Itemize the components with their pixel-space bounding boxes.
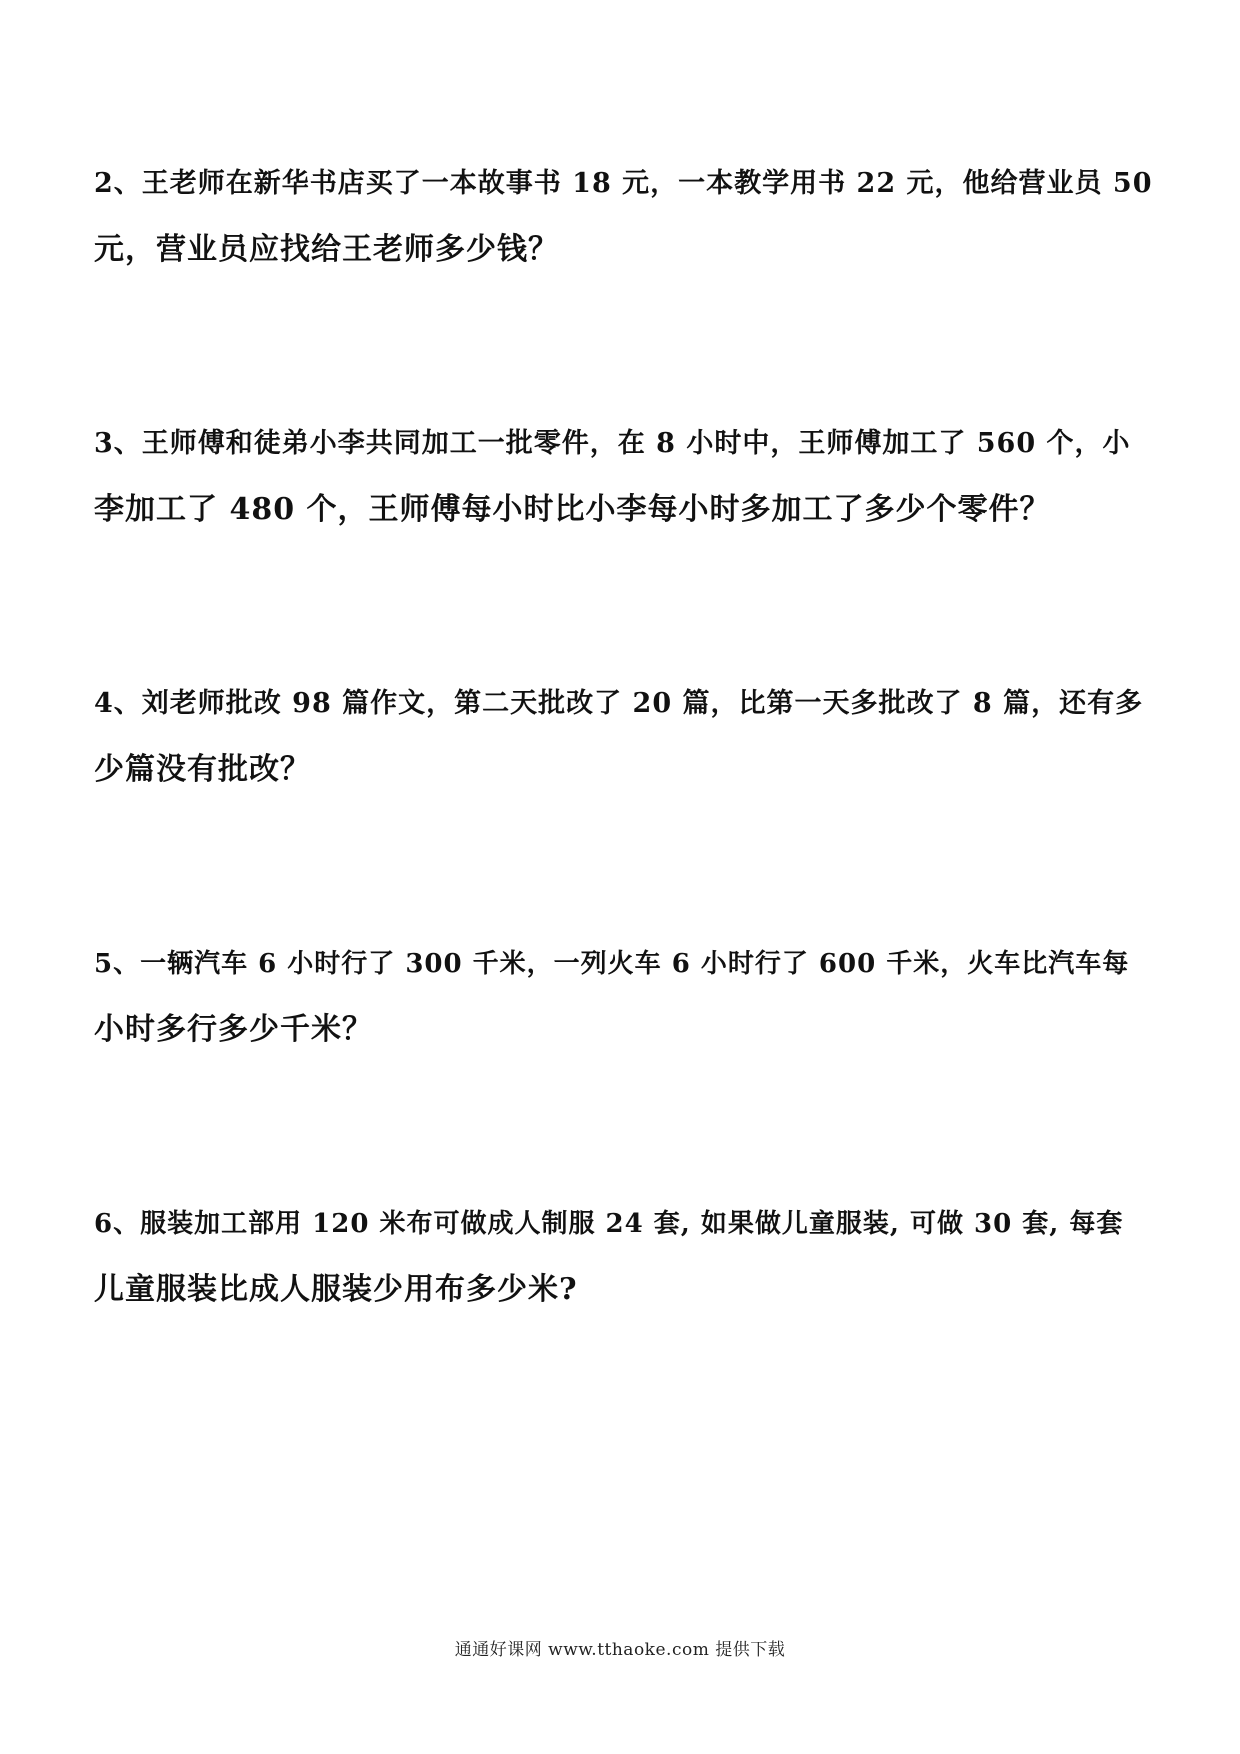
problem-3 <box>94 411 1154 543</box>
problem-5 <box>94 931 1154 1063</box>
problem-3-line-1: 3、王师傅和徒弟小李共同加工一批零件，在 8 小时中，王师傅加工了 560 个，小 <box>94 428 1131 459</box>
problem-4-line-1: 4、刘老师批改 98 篇作文，第二天批改了 20 篇，比第一天多批改了 8 篇，还有多 <box>94 688 1144 719</box>
page-footer: 通通好课网 www.tthaoke.com 提供下载 <box>454 1640 786 1660</box>
problem-2-line-1: 2、王老师在新华书店买了一本故事书 18 元，一本教学用书 22 元，他给营业员 50 <box>94 168 1153 199</box>
problem-6 <box>94 1191 1154 1323</box>
problem-2-line-2: 元，营业员应找给王老师多少钱？ <box>94 232 559 267</box>
problem-3-line-2: 李加工了 480 个，王师傅每小时比小李每小时多加工了多少个零件？ <box>94 492 1051 527</box>
problem-6-line-1: 6、服装加工部用 120 米布可做成人制服 24 套, 如果做儿童服装, 可做 30 套, 每套 <box>94 1209 1124 1239</box>
problem-5-line-2: 小时多行多少千米？ <box>94 1012 373 1047</box>
problem-6-line-2: 儿童服装比成人服装少用布多少米? <box>94 1272 578 1307</box>
problem-4-line-2: 少篇没有批改？ <box>94 752 311 787</box>
problem-5-line-1: 5、一辆汽车 6 小时行了 300 千米，一列火车 6 小时行了 600 千米，火车比汽车每 <box>94 949 1130 979</box>
problem-2 <box>94 151 1154 283</box>
problem-4 <box>94 671 1154 803</box>
